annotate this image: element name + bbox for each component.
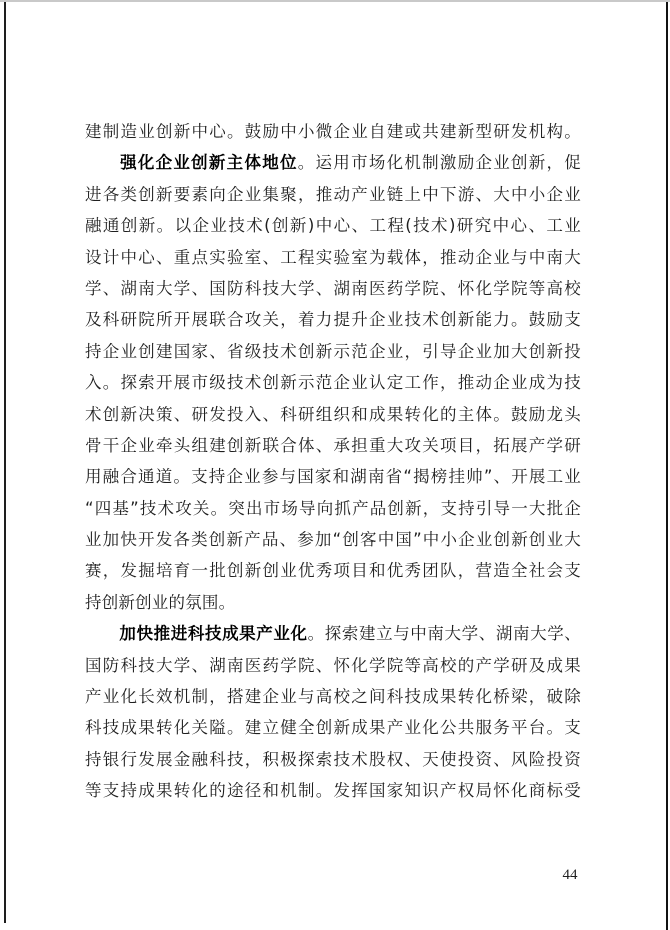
text-line: 业加快开发各类创新产品、参加“创客中国”中小企业创新创业大: [85, 530, 581, 550]
text-line: 国防科技大学、湖南医药学院、怀化学院等高校的产学研及成果: [85, 655, 581, 675]
page-edge-left: [4, 2, 6, 923]
text-line: 持银行发展金融科技，积极探索技术股权、天使投资、风险投资: [85, 749, 581, 769]
line-text: 。运用市场化机制激励企业创新，促: [297, 153, 581, 173]
text-line: 持企业创建国家、省级技术创新示范企业，引导企业加大创新投: [85, 341, 581, 361]
paragraph-heading: 强化企业创新主体地位: [119, 153, 298, 173]
text-line: 用融合通道。支持企业参与国家和湖南省“揭榜挂帅”、开展工业: [85, 467, 581, 487]
text-line: 及科研院所开展联合攻关，着力提升企业技术创新能力。鼓励支: [85, 310, 581, 330]
line-text: 。探索建立与中南大学、湖南大学、: [307, 624, 581, 644]
text-line: 术创新决策、研发投入、科研组织和成果转化的主体。鼓励龙头: [85, 404, 581, 424]
text-line: 进各类创新要素向企业集聚，推动产业链上中下游、大中小企业: [85, 184, 581, 204]
text-line: 建制造业创新中心。鼓励中小微企业自建或共建新型研发机构。: [85, 122, 581, 141]
paragraph-heading: 加快推进科技成果产业化: [119, 624, 308, 644]
text-line: 学、湖南大学、国防科技大学、湖南医药学院、怀化学院等高校: [85, 278, 581, 298]
page-edge-right: [666, 2, 668, 930]
text-line: 入。探索开展市级技术创新示范企业认定工作，推动企业成为技: [85, 373, 581, 393]
text-line: [85, 618, 581, 649]
text-line: [85, 147, 581, 178]
text-line: 持创新创业的氛围。: [85, 592, 236, 612]
text-line: 等支持成果转化的途径和机制。发挥国家知识产权局怀化商标受: [85, 781, 581, 801]
page-number: 44: [562, 867, 578, 883]
text-line: “四基”技术攻关。突出市场导向抓产品创新，支持引导一大批企: [85, 498, 581, 518]
text-line: 骨干企业牵头组建创新联合体、承担重大攻关项目，拓展产学研: [85, 435, 581, 455]
text-line: 融通创新。以企业技术(创新)中心、工程(技术)研究中心、工业: [85, 216, 581, 236]
page-text-block: [85, 116, 581, 807]
text-line: 赛，发掘培育一批创新创业优秀项目和优秀团队，营造全社会支: [85, 561, 581, 581]
page-edge-top: [0, 0, 670, 2]
text-line: 科技成果转化关隘。建立健全创新成果产业化公共服务平台。支: [85, 718, 581, 738]
text-line: 产业化长效机制，搭建企业与高校之间科技成果转化桥梁，破除: [85, 687, 581, 707]
text-line: 设计中心、重点实验室、工程实验室为载体，推动企业与中南大: [85, 247, 581, 267]
